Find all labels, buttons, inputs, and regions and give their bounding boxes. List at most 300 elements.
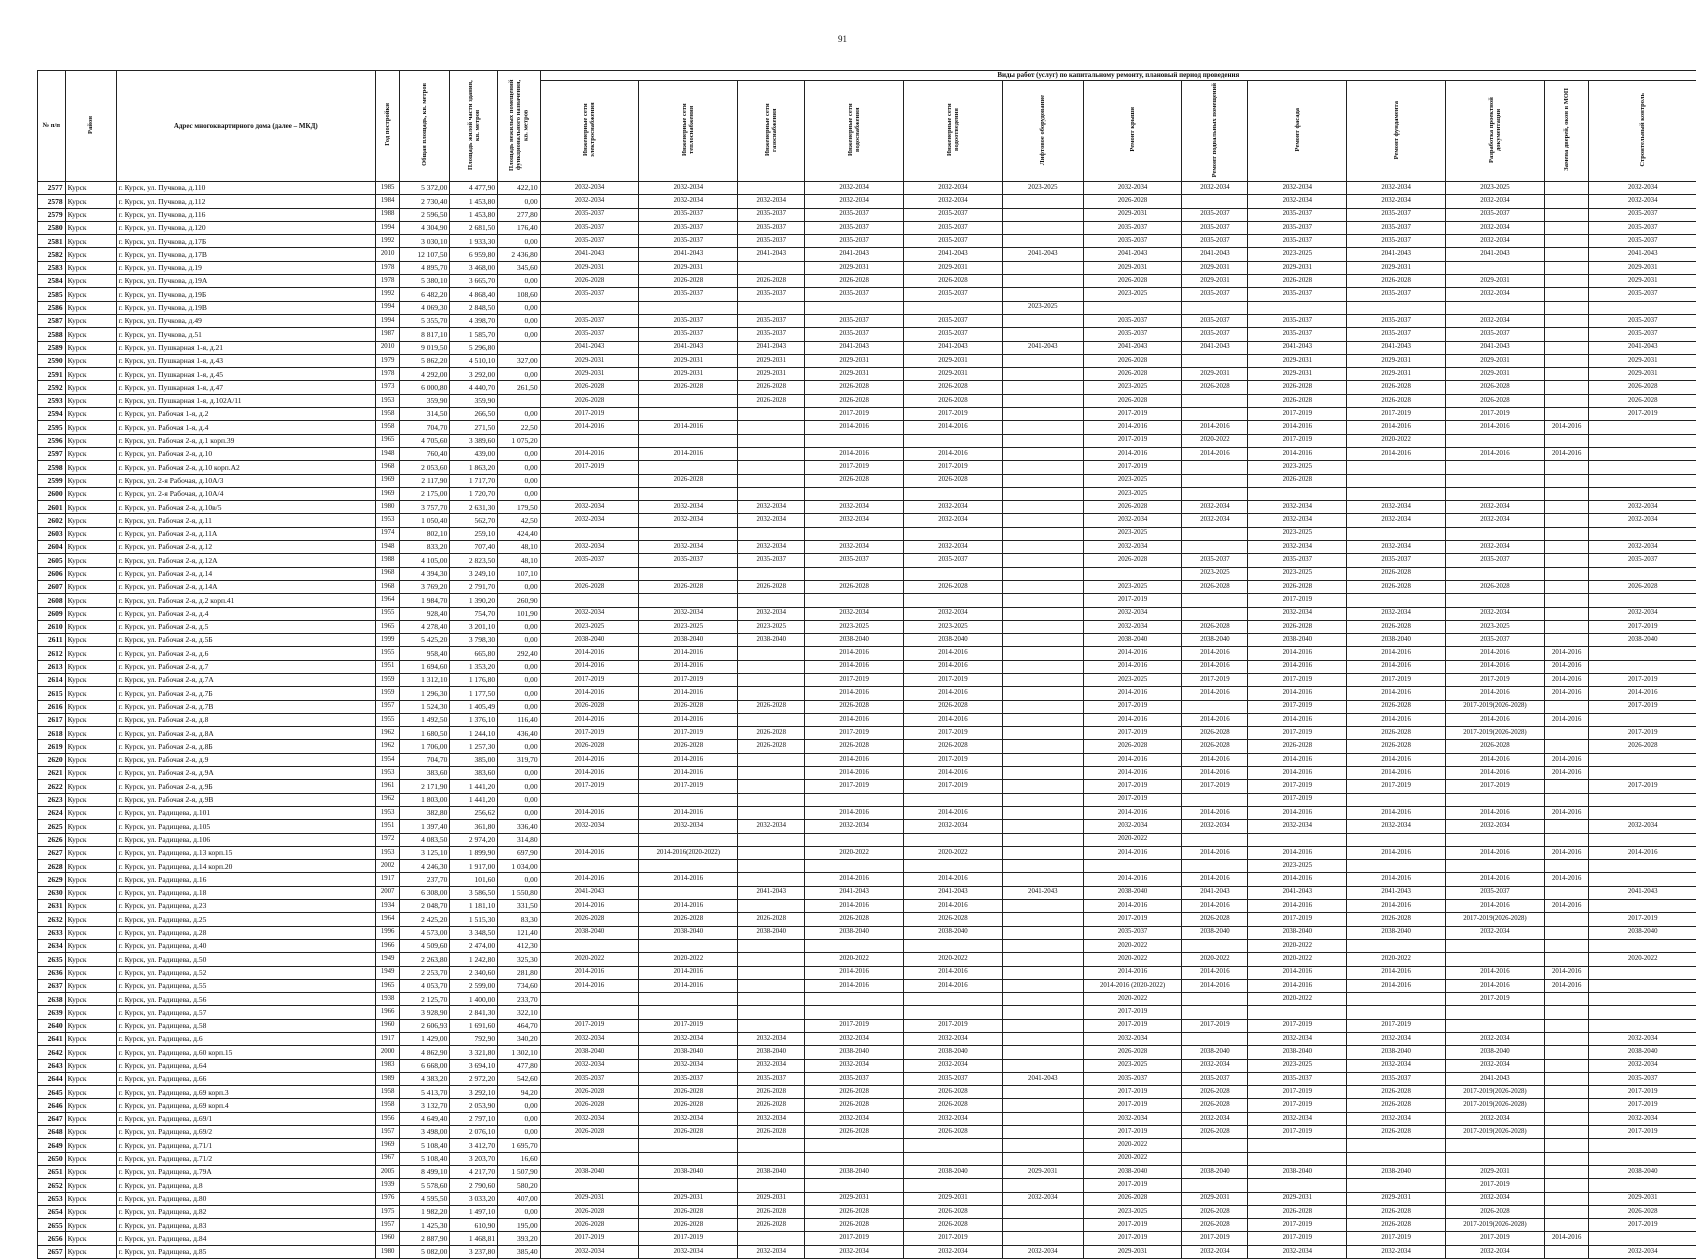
work-period-cell: 2026-2028: [904, 700, 1003, 713]
work-period-cell: [1446, 594, 1545, 607]
work-period-cell: 2017-2019: [1248, 793, 1347, 806]
total-area-cell: 1 296,30: [400, 687, 450, 700]
total-area-cell: 4 304,90: [400, 221, 450, 234]
work-period-cell: 2014-2016: [1248, 767, 1347, 780]
work-period-cell: [1182, 607, 1248, 620]
work-period-cell: 2014-2016: [1544, 687, 1589, 700]
table-row: [38, 501, 1696, 514]
work-period-cell: [540, 527, 639, 540]
work-period-cell: 2014-2016: [1248, 966, 1347, 979]
work-period-cell: [1589, 461, 1696, 474]
work-period-cell: 2032-2034: [904, 182, 1003, 195]
work-period-cell: 2032-2034: [1589, 1033, 1696, 1046]
work-period-cell: 2041-2043: [904, 248, 1003, 261]
work-period-cell: 2017-2019(2026-2028): [1446, 913, 1545, 926]
work-period-cell: 2032-2034: [1589, 1112, 1696, 1125]
work-period-cell: 2026-2028: [904, 1205, 1003, 1218]
work-period-cell: [1544, 620, 1589, 633]
total-area-cell: 2 053,60: [400, 461, 450, 474]
table-row: [38, 634, 1696, 647]
work-period-cell: 2014-2016: [904, 647, 1003, 660]
nonres-area-cell: 83,30: [498, 913, 541, 926]
work-period-cell: 2020-2022: [1347, 953, 1446, 966]
work-period-cell: [1544, 208, 1589, 221]
work-period-cell: [639, 993, 738, 1006]
district-cell: Курск: [65, 820, 116, 833]
work-period-cell: 2041-2043: [1347, 248, 1446, 261]
work-period-cell: 2035-2037: [639, 221, 738, 234]
living-area-cell: 2 823,50: [450, 554, 498, 567]
address-cell: г. Курск, ул. Пучкова, д.17Б: [116, 235, 375, 248]
work-period-cell: [1248, 1152, 1347, 1165]
work-period-cell: [1182, 461, 1248, 474]
work-period-cell: 2017-2019: [1083, 1019, 1182, 1032]
nonres-area-cell: [498, 341, 541, 354]
build-year-cell: 1953: [375, 806, 399, 819]
work-period-cell: 2020-2022: [1248, 993, 1347, 1006]
address-cell: г. Курск, ул. 2-я Рабочая, д.10А/3: [116, 474, 375, 487]
work-period-cell: 2038-2040: [540, 1165, 639, 1178]
build-year-cell: 1958: [375, 408, 399, 421]
work-period-cell: 2014-2016: [805, 687, 904, 700]
work-period-cell: 2026-2028: [1347, 1099, 1446, 1112]
work-period-cell: [805, 301, 904, 314]
work-period-cell: 2035-2037: [1589, 221, 1696, 234]
build-year-cell: 1955: [375, 607, 399, 620]
work-period-cell: 2035-2037: [805, 208, 904, 221]
work-period-cell: 2026-2028: [1347, 727, 1446, 740]
work-period-cell: 2026-2028: [904, 913, 1003, 926]
table-row: [38, 886, 1696, 899]
row-number-cell: 2603: [38, 527, 66, 540]
row-number-cell: 2643: [38, 1059, 66, 1072]
work-period-cell: 2041-2043: [639, 248, 738, 261]
work-period-cell: [1589, 939, 1696, 952]
work-period-cell: 2014-2016: [1544, 846, 1589, 859]
living-area-cell: 385,00: [450, 753, 498, 766]
table-row: [38, 966, 1696, 979]
row-number-cell: 2610: [38, 620, 66, 633]
work-period-cell: [1347, 594, 1446, 607]
work-period-cell: 2026-2028: [1182, 913, 1248, 926]
work-period-cell: 2014-2016: [1248, 647, 1347, 660]
work-period-cell: 2023-2025: [1083, 673, 1182, 686]
header-work-type: Инженерные сети водоснабжения: [805, 81, 904, 182]
address-cell: г. Курск, ул. Рабочая 2-я, д.9: [116, 753, 375, 766]
district-cell: Курск: [65, 660, 116, 673]
work-period-cell: [1544, 408, 1589, 421]
district-cell: Курск: [65, 1192, 116, 1205]
work-period-cell: [1347, 1179, 1446, 1192]
work-period-cell: 2032-2034: [805, 820, 904, 833]
living-area-cell: 1 717,70: [450, 474, 498, 487]
work-period-cell: [1544, 913, 1589, 926]
work-period-cell: 2014-2016: [1446, 767, 1545, 780]
nonres-area-cell: 464,70: [498, 1019, 541, 1032]
work-period-cell: [1002, 580, 1083, 593]
work-period-cell: [1544, 860, 1589, 873]
work-period-cell: 2035-2037: [1182, 328, 1248, 341]
work-period-cell: [1544, 567, 1589, 580]
work-period-cell: [639, 487, 738, 500]
work-period-cell: 2032-2034: [1248, 514, 1347, 527]
total-area-cell: 928,40: [400, 607, 450, 620]
work-period-cell: 2017-2019: [540, 727, 639, 740]
address-cell: г. Курск, ул. Рабочая 2-я, д.2 корп.41: [116, 594, 375, 607]
address-cell: г. Курск, ул. Рабочая 2-я, д.12А: [116, 554, 375, 567]
work-period-cell: [1544, 780, 1589, 793]
row-number-cell: 2607: [38, 580, 66, 593]
work-period-cell: 2035-2037: [738, 554, 805, 567]
work-period-cell: 2014-2016: [1083, 846, 1182, 859]
work-period-cell: 2014-2016: [639, 966, 738, 979]
work-period-cell: 2014-2016: [1347, 966, 1446, 979]
work-period-cell: 2032-2034: [1589, 501, 1696, 514]
address-cell: г. Курск, ул. Радищева, д.79А: [116, 1165, 375, 1178]
work-period-cell: 2035-2037: [639, 554, 738, 567]
build-year-cell: 1948: [375, 447, 399, 460]
work-period-cell: 2017-2019: [1083, 1099, 1182, 1112]
address-cell: г. Курск, ул. Рабочая 2-я, д.7В: [116, 700, 375, 713]
build-year-cell: 1992: [375, 235, 399, 248]
work-period-cell: 2017-2019: [904, 673, 1003, 686]
table-row: [38, 700, 1696, 713]
total-area-cell: 8 499,10: [400, 1165, 450, 1178]
living-area-cell: 3 798,30: [450, 634, 498, 647]
work-period-cell: 2041-2043: [1182, 341, 1248, 354]
work-period-cell: [738, 939, 805, 952]
work-period-cell: [540, 1006, 639, 1019]
row-number-cell: 2601: [38, 501, 66, 514]
work-period-cell: [1446, 567, 1545, 580]
address-cell: г. Курск, ул. Пучкова, д.51: [116, 328, 375, 341]
work-period-cell: 2032-2034: [738, 607, 805, 620]
work-period-cell: 2014-2016: [1182, 979, 1248, 992]
work-period-cell: [1544, 1152, 1589, 1165]
work-period-cell: [1589, 434, 1696, 447]
work-period-cell: 2014-2016: [805, 900, 904, 913]
work-period-cell: [639, 1179, 738, 1192]
nonres-area-cell: 0,00: [498, 301, 541, 314]
work-period-cell: 2038-2040: [805, 634, 904, 647]
work-period-cell: 2017-2019(2026-2028): [1446, 727, 1545, 740]
build-year-cell: 1969: [375, 1139, 399, 1152]
nonres-area-cell: 734,60: [498, 979, 541, 992]
work-period-cell: 2032-2034: [1182, 1059, 1248, 1072]
work-period-cell: 2035-2037: [805, 1072, 904, 1085]
district-cell: Курск: [65, 1139, 116, 1152]
build-year-cell: 1964: [375, 913, 399, 926]
row-number-cell: 2612: [38, 647, 66, 660]
nonres-area-cell: 0,00: [498, 660, 541, 673]
table-row: [38, 208, 1696, 221]
work-period-cell: 2017-2019(2026-2028): [1446, 1219, 1545, 1232]
work-period-cell: 2017-2019: [1589, 1099, 1696, 1112]
work-period-cell: [639, 394, 738, 407]
living-area-cell: 1 468,81: [450, 1232, 498, 1245]
work-period-cell: [1002, 1152, 1083, 1165]
living-area-cell: 4 510,10: [450, 354, 498, 367]
district-cell: Курск: [65, 301, 116, 314]
work-period-cell: 2035-2037: [1248, 235, 1347, 248]
work-period-cell: 2017-2019: [1248, 1019, 1347, 1032]
work-period-cell: 2014-2016: [1544, 806, 1589, 819]
work-period-cell: 2035-2037: [639, 328, 738, 341]
work-period-cell: 2026-2028: [904, 1099, 1003, 1112]
build-year-cell: 1934: [375, 900, 399, 913]
address-cell: г. Курск, ул. Радищева, д.83: [116, 1219, 375, 1232]
work-period-cell: 2032-2034: [1446, 1192, 1545, 1205]
table-row: [38, 1245, 1696, 1258]
work-period-cell: 2026-2028: [1248, 620, 1347, 633]
work-period-cell: 2029-2031: [540, 354, 639, 367]
work-period-cell: 2035-2037: [1446, 208, 1545, 221]
work-period-cell: 2014-2016: [1347, 647, 1446, 660]
work-period-cell: 2035-2037: [1446, 634, 1545, 647]
work-period-cell: 2014-2016: [1544, 447, 1589, 460]
work-period-cell: 2035-2037: [1182, 554, 1248, 567]
work-period-cell: [1589, 900, 1696, 913]
work-period-cell: 2014-2016: [1248, 900, 1347, 913]
work-period-cell: [1544, 1245, 1589, 1258]
work-period-cell: [738, 1139, 805, 1152]
work-period-cell: 2035-2037: [1589, 1072, 1696, 1085]
address-cell: г. Курск, ул. Радищева, д.82: [116, 1205, 375, 1218]
living-area-cell: 1 899,90: [450, 846, 498, 859]
work-period-cell: [1002, 474, 1083, 487]
work-period-cell: [1446, 953, 1545, 966]
row-number-cell: 2624: [38, 806, 66, 819]
work-period-cell: 2038-2040: [805, 926, 904, 939]
district-cell: Курск: [65, 1072, 116, 1085]
work-period-cell: 2014-2016: [1347, 846, 1446, 859]
work-period-cell: [1589, 1019, 1696, 1032]
address-cell: г. Курск, ул. Рабочая 2-я, д.8: [116, 713, 375, 726]
work-period-cell: [1002, 235, 1083, 248]
work-period-cell: [1182, 594, 1248, 607]
work-period-cell: [1544, 487, 1589, 500]
work-period-cell: [1544, 541, 1589, 554]
work-period-cell: 2017-2019: [805, 727, 904, 740]
work-period-cell: 2023-2025: [1083, 487, 1182, 500]
work-period-cell: 2026-2028: [1248, 394, 1347, 407]
work-period-cell: 2014-2016: [805, 979, 904, 992]
total-area-cell: 5 108,40: [400, 1139, 450, 1152]
work-period-cell: [1544, 1019, 1589, 1032]
work-period-cell: 2041-2043: [904, 886, 1003, 899]
work-period-cell: [738, 660, 805, 673]
work-period-cell: 2014-2016: [1182, 687, 1248, 700]
district-cell: Курск: [65, 634, 116, 647]
total-area-cell: 5 380,10: [400, 275, 450, 288]
table-row: [38, 461, 1696, 474]
work-period-cell: 2035-2037: [540, 554, 639, 567]
work-period-cell: [1446, 939, 1545, 952]
row-number-cell: 2649: [38, 1139, 66, 1152]
work-period-cell: [1002, 660, 1083, 673]
work-period-cell: 2038-2040: [1347, 1165, 1446, 1178]
work-period-cell: [639, 594, 738, 607]
work-period-cell: 2041-2043: [738, 341, 805, 354]
work-period-cell: 2014-2016: [1347, 687, 1446, 700]
work-period-cell: 2014-2016: [805, 647, 904, 660]
address-cell: г. Курск, ул. Рабочая 1-я, д.4: [116, 421, 375, 434]
row-number-cell: 2588: [38, 328, 66, 341]
work-period-cell: [1446, 527, 1545, 540]
work-period-cell: 2017-2019: [639, 673, 738, 686]
capital-repair-table-container: [37, 70, 1696, 1259]
work-period-cell: [1002, 673, 1083, 686]
work-period-cell: 2017-2019: [1248, 1099, 1347, 1112]
work-period-cell: 2017-2019: [1446, 408, 1545, 421]
work-period-cell: 2041-2043: [540, 341, 639, 354]
build-year-cell: 1964: [375, 594, 399, 607]
address-cell: г. Курск, ул. Радищева, д.69 корп.4: [116, 1099, 375, 1112]
living-area-cell: 2 848,50: [450, 301, 498, 314]
table-row: [38, 275, 1696, 288]
work-period-cell: [1446, 261, 1545, 274]
work-period-cell: 2026-2028: [805, 1086, 904, 1099]
work-period-cell: 2020-2022: [1083, 953, 1182, 966]
work-period-cell: 2026-2028: [904, 1219, 1003, 1232]
work-period-cell: 2032-2034: [805, 182, 904, 195]
work-period-cell: [1589, 833, 1696, 846]
work-period-cell: [1347, 301, 1446, 314]
living-area-cell: 383,60: [450, 767, 498, 780]
build-year-cell: 1960: [375, 1232, 399, 1245]
district-cell: Курск: [65, 1046, 116, 1059]
work-period-cell: [738, 594, 805, 607]
work-period-cell: [540, 301, 639, 314]
nonres-area-cell: 195,00: [498, 1219, 541, 1232]
table-row: [38, 607, 1696, 620]
work-period-cell: [1589, 421, 1696, 434]
work-period-cell: 2035-2037: [1347, 235, 1446, 248]
work-period-cell: 2026-2028: [1347, 913, 1446, 926]
total-area-cell: 802,10: [400, 527, 450, 540]
total-area-cell: 3 928,90: [400, 1006, 450, 1019]
address-cell: г. Курск, ул. Радищева, д.23: [116, 900, 375, 913]
work-period-cell: [738, 182, 805, 195]
work-period-cell: [805, 594, 904, 607]
work-period-cell: 2017-2019: [1083, 1086, 1182, 1099]
work-period-cell: 2026-2028: [1347, 1126, 1446, 1139]
work-period-cell: [1544, 594, 1589, 607]
work-period-cell: 2026-2028: [540, 913, 639, 926]
row-number-cell: 2579: [38, 208, 66, 221]
living-area-cell: 2 076,10: [450, 1126, 498, 1139]
work-period-cell: 2035-2037: [540, 314, 639, 327]
district-cell: Курск: [65, 1019, 116, 1032]
work-period-cell: 2035-2037: [904, 208, 1003, 221]
work-period-cell: [540, 939, 639, 952]
work-period-cell: 2035-2037: [1083, 926, 1182, 939]
work-period-cell: 2017-2019: [540, 461, 639, 474]
living-area-cell: 1 441,20: [450, 793, 498, 806]
work-period-cell: [1589, 647, 1696, 660]
work-period-cell: [540, 594, 639, 607]
work-period-cell: 2035-2037: [639, 288, 738, 301]
work-period-cell: 2014-2016: [1083, 806, 1182, 819]
work-period-cell: 2035-2037: [1182, 235, 1248, 248]
work-period-cell: 2014-2016: [1083, 966, 1182, 979]
nonres-area-cell: 1 075,20: [498, 434, 541, 447]
work-period-cell: 2017-2019: [540, 408, 639, 421]
address-cell: г. Курск, ул. Радищева, д.60 корп.15: [116, 1046, 375, 1059]
work-period-cell: 2035-2037: [1248, 328, 1347, 341]
work-period-cell: 2023-2025: [1248, 860, 1347, 873]
work-period-cell: [1446, 301, 1545, 314]
work-period-cell: [1248, 301, 1347, 314]
district-cell: Курск: [65, 1099, 116, 1112]
work-period-cell: 2038-2040: [1589, 634, 1696, 647]
work-period-cell: 2026-2028: [805, 275, 904, 288]
work-period-cell: 2026-2028: [1182, 1126, 1248, 1139]
work-period-cell: 2029-2031: [1589, 275, 1696, 288]
district-cell: Курск: [65, 886, 116, 899]
header-works-group: Виды работ (услуг) по капитальному ремонту, плановый период проведения: [540, 71, 1696, 81]
work-period-cell: 2017-2019: [1446, 1179, 1545, 1192]
work-period-cell: 2014-2016: [639, 753, 738, 766]
work-period-cell: [805, 567, 904, 580]
work-period-cell: 2014-2016: [1248, 421, 1347, 434]
work-period-cell: [1589, 594, 1696, 607]
table-row: [38, 1126, 1696, 1139]
work-period-cell: 2014-2016: [1544, 753, 1589, 766]
work-period-cell: [738, 873, 805, 886]
row-number-cell: 2632: [38, 913, 66, 926]
living-area-cell: 1 176,80: [450, 673, 498, 686]
build-year-cell: 1976: [375, 1192, 399, 1205]
work-period-cell: 2014-2016: [904, 447, 1003, 460]
living-area-cell: 3 389,60: [450, 434, 498, 447]
work-period-cell: 2014-2016: [1347, 873, 1446, 886]
work-period-cell: 2026-2028: [639, 700, 738, 713]
build-year-cell: 1968: [375, 580, 399, 593]
work-period-cell: 2014-2016: [540, 647, 639, 660]
work-period-cell: [1446, 1019, 1545, 1032]
work-period-cell: 2026-2028: [540, 1219, 639, 1232]
work-period-cell: 2038-2040: [1182, 926, 1248, 939]
work-period-cell: 2032-2034: [1002, 1245, 1083, 1258]
work-period-cell: 2026-2028: [738, 580, 805, 593]
district-cell: Курск: [65, 434, 116, 447]
work-period-cell: [1002, 1086, 1083, 1099]
work-period-cell: 2020-2022: [805, 846, 904, 859]
work-period-cell: 2014-2016: [1446, 966, 1545, 979]
work-period-cell: 2017-2019: [1083, 1179, 1182, 1192]
work-period-cell: 2017-2019: [540, 1232, 639, 1245]
build-year-cell: 1988: [375, 208, 399, 221]
total-area-cell: 1 312,10: [400, 673, 450, 686]
row-number-cell: 2611: [38, 634, 66, 647]
work-period-cell: 2026-2028: [805, 381, 904, 394]
work-period-cell: 2026-2028: [1182, 580, 1248, 593]
work-period-cell: 2017-2019: [1589, 913, 1696, 926]
work-period-cell: 2014-2016: [540, 966, 639, 979]
table-row: [38, 1112, 1696, 1125]
work-period-cell: [1002, 953, 1083, 966]
work-period-cell: 2020-2022: [1182, 434, 1248, 447]
address-cell: г. Курск, ул. Пучкова, д.120: [116, 221, 375, 234]
work-period-cell: [1544, 434, 1589, 447]
work-period-cell: 2032-2034: [1083, 607, 1182, 620]
work-period-cell: 2017-2019: [805, 673, 904, 686]
work-period-cell: 2035-2037: [738, 221, 805, 234]
work-period-cell: 2014-2016: [904, 966, 1003, 979]
build-year-cell: 1955: [375, 713, 399, 726]
work-period-cell: 2014-2016: [1182, 873, 1248, 886]
